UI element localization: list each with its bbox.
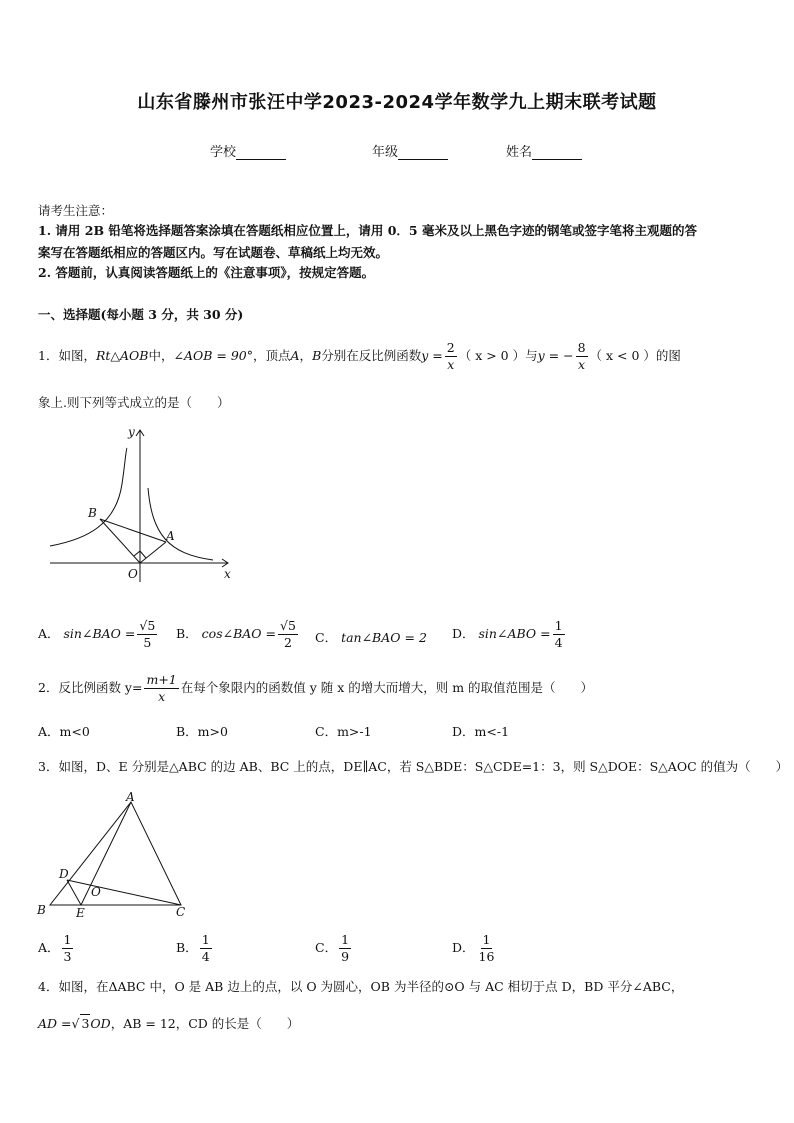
q2-option-c[interactable]: C．m>-1: [315, 724, 372, 739]
q1-function-2: y = −: [537, 348, 574, 363]
q1-option-c[interactable]: C． tan∠BAO = 2: [315, 630, 427, 645]
q2-option-d[interactable]: D．m<-1: [452, 724, 510, 739]
section-1-heading: 一、选择题(每小题 3 分，共 30 分): [38, 307, 244, 322]
q2-fraction: $\frac{m+1}{x}$: [146, 672, 177, 704]
notice-item-1b: 案写在答题纸相应的答题区内。写在试题卷、草稿纸上均无效。: [38, 245, 389, 260]
question-4-line-2: AD =√ 3OD，AB = 12，CD 的长是（ ）: [38, 1016, 300, 1031]
label-o: O: [91, 885, 101, 899]
question-1-line-2: 象上.则下列等式成立的是（ ）: [38, 395, 230, 410]
label-y: y: [128, 425, 135, 439]
q2-text: 在每个象限内的函数值 y 随 x 的增大而增大，则 m 的取值范围是（ ）: [180, 680, 594, 695]
q1-option-b[interactable]: B． cos∠BAO = $\frac{√5}{2}$: [176, 618, 296, 650]
notice-item-2: 2. 答题前，认真阅读答题纸上的《注意事项》，按规定答题。: [38, 265, 375, 280]
question-4-stem: 4．如图，在ΔABC 中，O 是 AB 边上的点，以 O 为圆心，OB 为半径的⊙O 与 AC 相切于点 D，BD 平分∠ABC，: [38, 979, 684, 994]
name-field[interactable]: [506, 141, 582, 160]
grade-field[interactable]: [372, 141, 448, 160]
q4-rest: ，AB = 12，CD 的长是（ ）: [110, 1016, 300, 1031]
label-o: O: [128, 567, 138, 581]
q1-text: 中，: [148, 348, 174, 363]
q1-text: 1．如图，: [38, 348, 96, 363]
question-1-stem: [38, 340, 758, 373]
school-field[interactable]: [210, 141, 286, 160]
segment-ae: [81, 802, 131, 905]
q2-option-a[interactable]: A．m<0: [38, 724, 90, 739]
q1-function-1: y =: [421, 348, 443, 363]
question-3-figure: [34, 788, 194, 923]
q2-text: 2．反比例函数 y=: [38, 680, 143, 695]
q3-option-b[interactable]: B． $\frac{1}{4}$: [176, 932, 210, 964]
q1-angle: ∠AOB = 90°: [173, 348, 253, 363]
label-b: B: [37, 903, 46, 917]
label-d: D: [59, 867, 69, 881]
q1-condition-2: （ x < 0 ）的图: [589, 348, 681, 363]
q4-ad: AD =: [38, 1016, 72, 1031]
q3-option-d[interactable]: D． $\frac{1}{16}$: [452, 932, 495, 964]
q1-point-b: B: [312, 348, 322, 363]
q1-fraction-2: $\frac{8}{x}$: [577, 340, 586, 372]
school-label: 学校: [210, 145, 237, 160]
q1-option-a[interactable]: A． sin∠BAO = $\frac{√5}{5}$: [38, 618, 156, 650]
label-a: A: [126, 790, 135, 804]
label-a: A: [166, 529, 175, 543]
notice-item-1a: 1. 请用 2B 铅笔将选择题答案涂填在答题纸相应位置上，请用 0．5 毫米及以上黑色字迹的钢笔或签字笔将主观题的答: [38, 223, 697, 238]
q1-point-a: A: [290, 348, 300, 363]
q1-fraction-1: $\frac{2}{x}$: [446, 340, 455, 372]
segment-de: [67, 880, 81, 905]
q2-option-b[interactable]: B．m>0: [176, 724, 228, 739]
grade-label: 年级: [372, 145, 399, 160]
question-3-stem: 3．如图，D、E 分别是△ABC 的边 AB、BC 上的点，DE∥AC，若 S△BDE：S△CDE=1：3，则 S△DOE：S△AOC 的值为（ ）: [38, 759, 789, 774]
q1-text: 分别在反比例函数: [321, 348, 422, 363]
segment-oa: [140, 542, 166, 563]
label-b: B: [88, 506, 97, 520]
label-c: C: [176, 905, 186, 919]
triangle-abc: [50, 802, 181, 905]
q1-text: ，顶点: [253, 348, 291, 363]
q3-option-c[interactable]: C． $\frac{1}{9}$: [315, 932, 350, 964]
name-label: 姓名: [506, 145, 533, 160]
notice-heading: 请考生注意：: [38, 203, 114, 218]
q1-option-d[interactable]: D． sin∠ABO = $\frac{1}{4}$: [452, 618, 563, 650]
question-1-figure: [48, 424, 238, 584]
q4-od: OD: [90, 1016, 111, 1031]
q1-text: ，: [299, 348, 313, 363]
segment-dc: [67, 880, 181, 905]
q4-sqrt: 3: [81, 1016, 90, 1031]
question-2-stem: [38, 672, 758, 705]
label-e: E: [76, 906, 85, 920]
left-hyperbola: [50, 448, 127, 546]
q3-option-a[interactable]: A． $\frac{1}{3}$: [38, 932, 72, 964]
q1-triangle: Rt△AOB: [95, 348, 149, 363]
page-title: 山东省滕州市张汪中学2023-2024学年数学九上期末联考试题: [137, 92, 657, 113]
q1-condition-1: （ x > 0 ）与: [458, 348, 538, 363]
label-x: x: [224, 567, 231, 581]
